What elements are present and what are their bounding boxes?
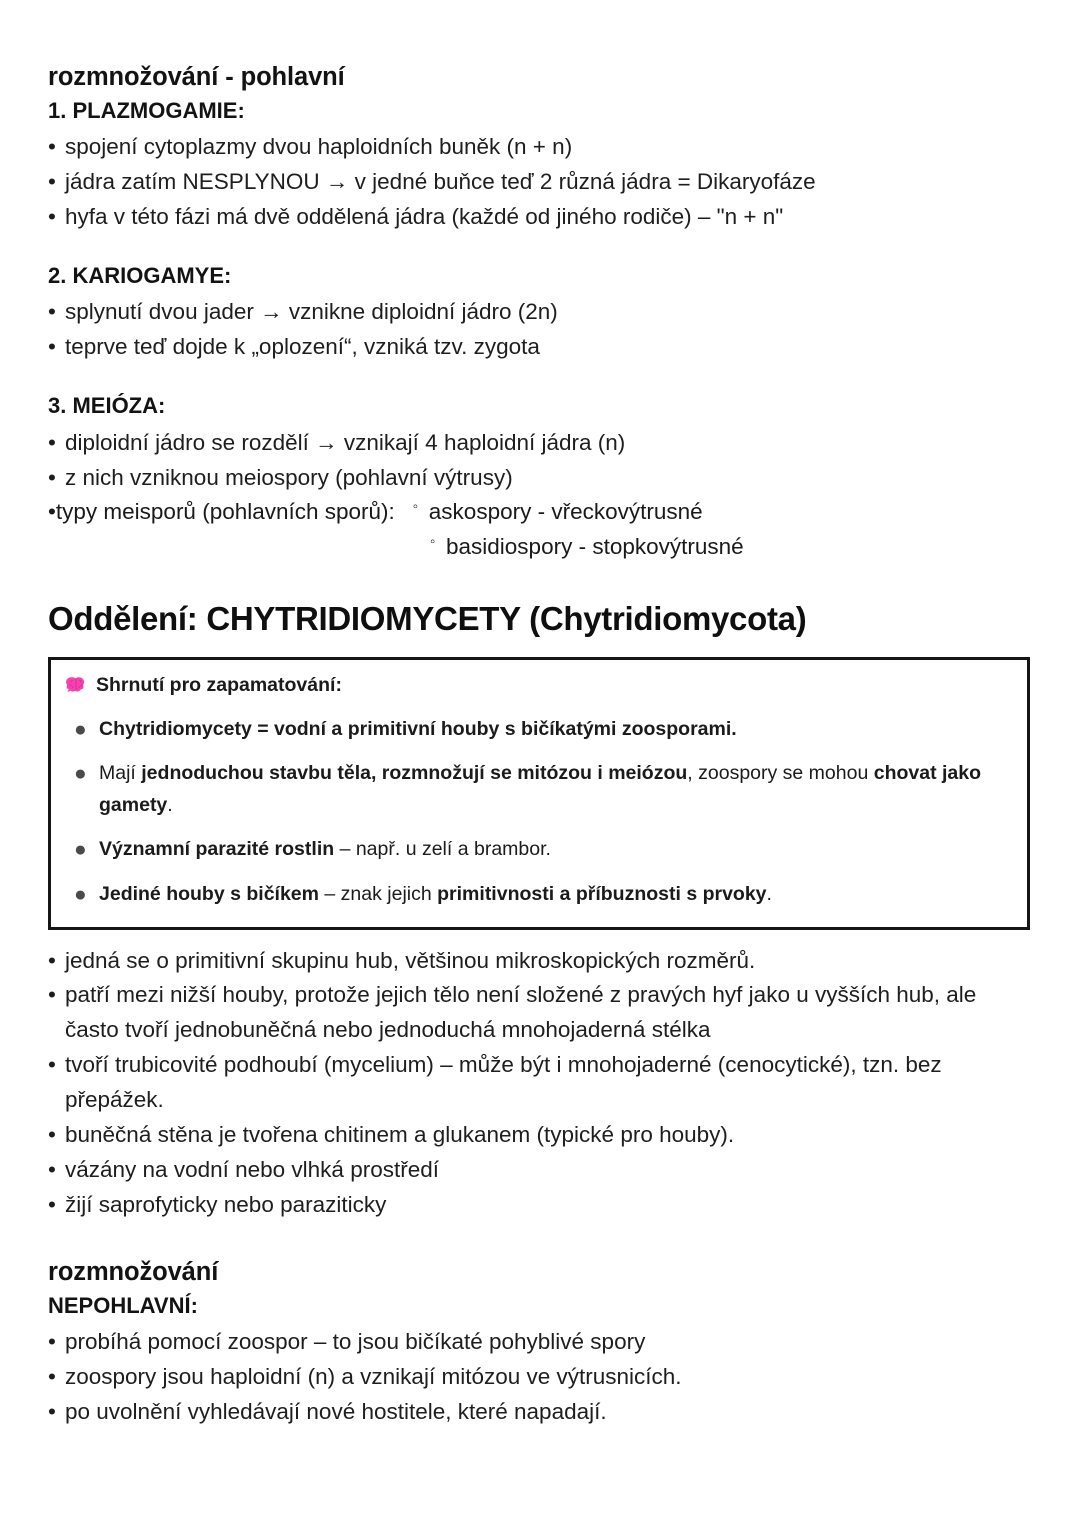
list-item xyxy=(48,1153,1030,1188)
step-title-kariogamye: 2. KARIOGAMYE: xyxy=(48,263,232,289)
callout-header xyxy=(65,674,1009,697)
brain-icon xyxy=(65,676,87,694)
list-item-text: diploidní jádro se rozdělí → vznikají 4 haploidní jádra (n) xyxy=(65,429,626,455)
callout-item-text: Jediné houby s bičíkem – znak jejich primitivnosti a příbuznosti s prvoky. xyxy=(99,883,772,906)
list-item xyxy=(48,165,1030,200)
callout-item-text: Mají jednoduchou stavbu těla, rozmnožují se mitózou i meiózou, zoospory se mohou chovat jako gamety. xyxy=(99,762,982,816)
bullet-icon: • xyxy=(48,1363,56,1389)
bullet-icon: • xyxy=(48,1329,56,1355)
list-item xyxy=(48,130,1030,165)
sub-bullet-icon: ◦ xyxy=(430,533,436,551)
bullet-icon: • xyxy=(48,464,56,490)
callout-bullet-icon: ● xyxy=(74,883,87,907)
sub-bullet-icon: ◦ xyxy=(412,498,419,516)
list-item xyxy=(48,330,1030,365)
list-item-text: splynutí dvou jader → vznikne diploidní jádro (2n) xyxy=(65,299,558,325)
spacer xyxy=(48,1223,1030,1257)
bullet-icon: • xyxy=(48,299,56,325)
list-item-text: přepážek. xyxy=(65,1087,164,1113)
callout-bullet-icon: ● xyxy=(74,838,87,862)
bullet-icon: • xyxy=(48,334,56,360)
callout-item-text: Chytridiomycety = vodní a primitivní houby s bičíkatými zoosporami. xyxy=(99,717,737,740)
spore-types-lead: typy meisporů (pohlavních sporů): xyxy=(55,499,395,525)
repro-subheading: NEPOHLAVNÍ: xyxy=(48,1292,198,1318)
bullet-icon: • xyxy=(48,169,56,195)
bullet-icon: • xyxy=(48,1121,56,1147)
list-item-basidiospory xyxy=(48,530,1030,565)
list-item-text: jádra zatím NESPLYNOU → v jedné buňce teď 2 různá jádra = Dikaryofáze xyxy=(65,169,816,195)
callout-bullet-icon: ● xyxy=(74,717,87,741)
callout-bullet-icon: ● xyxy=(74,762,87,786)
spore-type-basidiospory: basidiospory - stopkovýtrusné xyxy=(446,534,744,560)
list-item xyxy=(48,426,1030,461)
spacer xyxy=(48,235,1030,263)
callout-title: Shrnutí pro zapamatování: xyxy=(96,673,342,696)
list-item-continuation xyxy=(48,1083,1030,1118)
division-heading: Oddělení: CHYTRIDIOMYCETY (Chytridiomycota) xyxy=(48,600,807,638)
bullet-icon: • xyxy=(48,1156,56,1182)
list-item-text: vázány na vodní nebo vlhká prostředí xyxy=(65,1156,439,1182)
spore-type-askospory: askospory - vřeckovýtrusné xyxy=(428,499,703,525)
list-item-text: žijí saprofyticky nebo paraziticky xyxy=(65,1191,387,1217)
list-item xyxy=(48,1360,1030,1395)
bullet-icon: • xyxy=(48,134,56,160)
spacer xyxy=(48,365,1030,393)
page-title: rozmnožování - pohlavní xyxy=(48,63,345,91)
list-item-text: probíhá pomocí zoospor – to jsou bičíkaté pohyblivé spory xyxy=(65,1329,646,1355)
repro-heading: rozmnožování xyxy=(48,1257,219,1286)
list-item xyxy=(48,1395,1030,1430)
list-item-text: teprve teď dojde k „oplození“, vzniká tzv. zygota xyxy=(65,334,540,360)
bullet-icon: • xyxy=(48,947,56,973)
list-item-text: z nich vzniknou meiospory (pohlavní výtrusy) xyxy=(65,464,513,490)
list-item xyxy=(48,1118,1030,1153)
list-item xyxy=(48,944,1030,979)
list-item-text: tvoří trubicovité podhoubí (mycelium) – může být i mnohojaderné (cenocytické), tzn. bez xyxy=(65,1052,942,1078)
bullet-icon: • xyxy=(48,1398,56,1424)
list-item xyxy=(48,461,1030,496)
summary-callout-box xyxy=(48,657,1030,930)
list-item xyxy=(48,1325,1030,1360)
step-title-meioza: 3. MEIÓZA: xyxy=(48,393,166,419)
callout-list-item xyxy=(65,758,1009,821)
list-item xyxy=(48,1048,1030,1083)
list-item-text: buněčná stěna je tvořena chitinem a glukanem (typické pro houby). xyxy=(65,1121,735,1147)
bullet-icon: • xyxy=(48,429,56,455)
step-title-plazmogamie: 1. PLAZMOGAMIE: xyxy=(48,98,245,124)
list-item-text: hyfa v této fázi má dvě oddělená jádra (každé od jiného rodiče) – "n + n" xyxy=(65,204,784,230)
bullet-icon: • xyxy=(48,499,56,525)
list-item-text: zoospory jsou haploidní (n) a vznikají mitózou ve výtrusnicích. xyxy=(65,1363,682,1389)
list-item-text: spojení cytoplazmy dvou haploidních buněk (n + n) xyxy=(65,134,573,160)
spacer xyxy=(48,565,1030,599)
list-item xyxy=(48,1188,1030,1223)
callout-list-item xyxy=(65,714,1009,746)
list-item xyxy=(48,200,1030,235)
bullet-icon: • xyxy=(48,982,56,1008)
list-item-text: patří mezi nižší houby, protože jejich tělo není složené z pravých hyf jako u vyšších hub, ale xyxy=(65,982,977,1008)
list-item xyxy=(48,295,1030,330)
bullet-icon: • xyxy=(48,1052,56,1078)
callout-list-item xyxy=(65,834,1009,866)
callout-list-item xyxy=(65,879,1009,911)
bullet-icon: • xyxy=(48,1191,56,1217)
list-item-continuation xyxy=(48,1013,1030,1048)
list-item xyxy=(48,978,1030,1013)
callout-item-text: Významní parazité rostlin – např. u zelí a brambor. xyxy=(99,838,551,861)
list-item-spore-types xyxy=(48,495,1030,530)
list-item-text: po uvolnění vyhledávají nové hostitele, které napadají. xyxy=(65,1398,607,1424)
list-item-text: jedná se o primitivní skupinu hub, většinou mikroskopických rozměrů. xyxy=(65,947,756,973)
bullet-icon: • xyxy=(48,204,56,230)
list-item-text: často tvoří jednobuněčná nebo jednoduchá mnohojaderná stélka xyxy=(65,1017,711,1043)
